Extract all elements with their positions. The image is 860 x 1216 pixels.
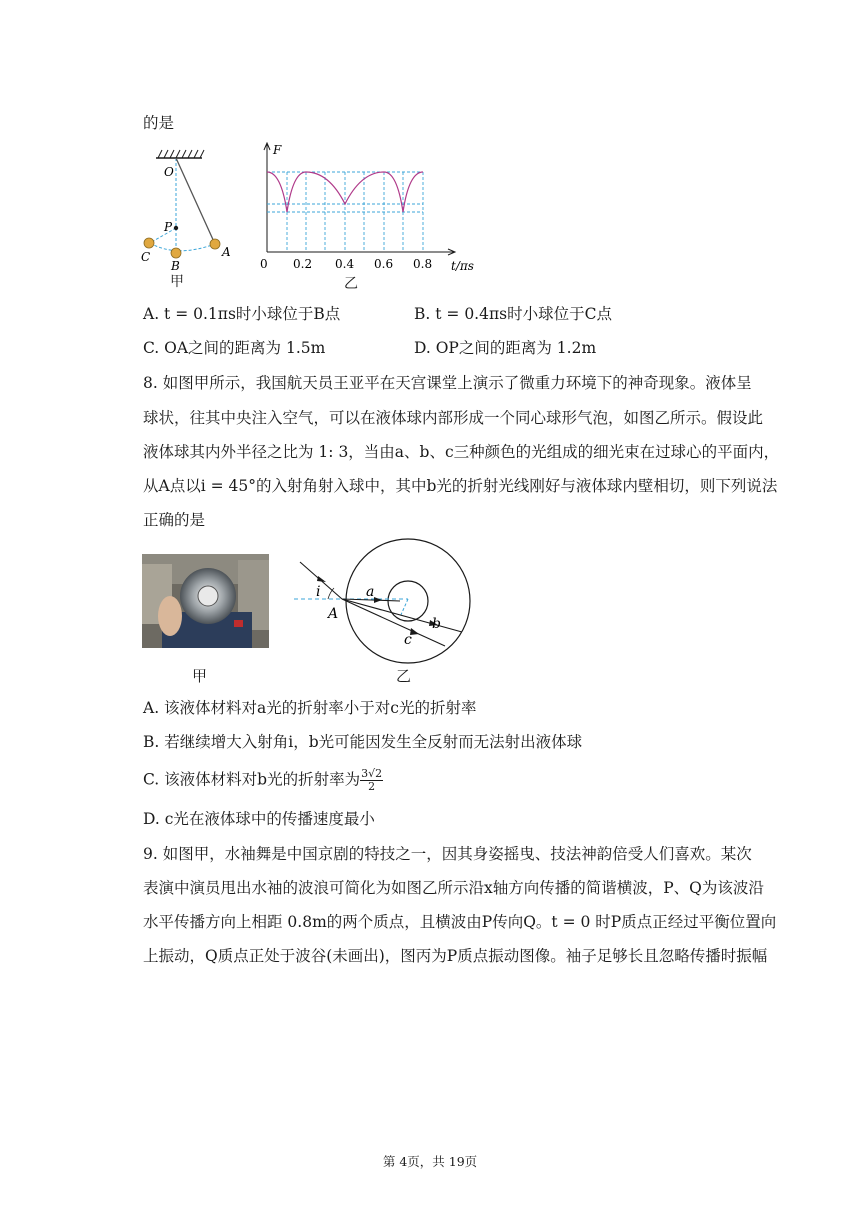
q9-stem-line-4: 上振动，Q质点正处于波谷(未画出)，图丙为P质点振动图像。袖子足够长且忽略传播时振幅 <box>143 947 768 965</box>
q7-option-b: B. t = 0.4πs时小球位于C点 <box>414 305 612 323</box>
q7-option-d: D. OP之间的距离为 1.2m <box>414 339 597 357</box>
q7-option-a: A. t = 0.1πs时小球位于B点 <box>143 305 341 323</box>
x-tick-1: 0.2 <box>293 257 313 271</box>
label-O: O <box>164 165 174 179</box>
q8-stem-line-3: 液体球其内外半径之比为 1: 3，当由a、b、c三种颜色的光组成的细光束在过球心的平面内， <box>143 443 780 461</box>
fraction-denominator: 2 <box>368 780 376 793</box>
x-axis-label: t/πs <box>451 259 474 272</box>
q8-stem-line-4: 从A点以i = 45°的入射角射入球中，其中b光的折射光线刚好与液体球内壁相切，则下列说法 <box>143 477 778 495</box>
y-axis-label: F <box>273 143 282 157</box>
q8-stem-line-5: 正确的是 <box>143 511 206 529</box>
q7-stem-tail: 的是 <box>143 114 175 132</box>
label-b: b <box>432 616 441 632</box>
q9-stem-line-1: 9. 如图甲，水袖舞是中国京剧的特技之一，因其身姿摇曳、技法神韵倍受人们喜欢。某次 <box>143 845 752 863</box>
x-tick-4: 0.8 <box>413 257 433 271</box>
label-i: i <box>316 584 321 600</box>
q7-jia-caption: 甲 <box>170 274 184 290</box>
q8-figure-yi <box>290 538 490 678</box>
q7-option-c: C. OA之间的距离为 1.5m <box>143 339 326 357</box>
label-a: a <box>366 584 375 600</box>
q8-option-a: A. 该液体材料对a光的折射率小于对c光的折射率 <box>143 699 477 717</box>
q8-yi-caption: 乙 <box>396 667 412 685</box>
q8-stem-line-2: 球状，往其中央注入空气，可以在液体球内部形成一个同心球形气泡，如图乙所示。假设此 <box>143 409 764 427</box>
q7-figure-jia <box>136 146 236 296</box>
q9-stem-line-2: 表演中演员甩出水袖的波浪可简化为如图乙所示沿x轴方向传播的简谐横波，P、Q为该波沿 <box>143 879 764 897</box>
page-footer: 第 4页，共 19页 <box>382 1154 478 1169</box>
q8-option-c-fraction <box>360 768 383 793</box>
label-A: A <box>328 606 339 622</box>
x-tick-3: 0.6 <box>374 257 394 271</box>
q8-stem-line-1: 8. 如图甲所示，我国航天员王亚平在天宫课堂上演示了微重力环境下的神奇现象。液体呈 <box>143 374 752 392</box>
x-tick-0: 0 <box>260 257 268 271</box>
q8-option-c <box>143 768 383 793</box>
q8-jia-caption: 甲 <box>192 667 208 685</box>
q8-option-d: D. c光在液体球中的传播速度最小 <box>143 810 375 828</box>
label-A: A <box>222 245 231 259</box>
label-c: c <box>404 632 412 648</box>
q7-figure-yi <box>255 142 485 272</box>
label-P: P <box>164 220 173 234</box>
q7-yi-caption: 乙 <box>344 276 358 292</box>
q9-stem-line-3: 水平传播方向上相距 0.8m的两个质点，且横波由P传向Q。t = 0 时P质点正经过平衡位置向 <box>143 913 777 931</box>
fraction-numerator: 3√2 <box>361 767 383 780</box>
astronaut-photo <box>142 554 269 648</box>
label-B: B <box>171 259 180 273</box>
q8-option-c-text: C. 该液体材料对b光的折射率为 <box>143 770 361 789</box>
label-C: C <box>141 250 151 264</box>
q8-option-b: B. 若继续增大入射角i，b光可能因发生全反射而无法射出液体球 <box>143 733 583 751</box>
x-tick-2: 0.4 <box>335 257 355 271</box>
